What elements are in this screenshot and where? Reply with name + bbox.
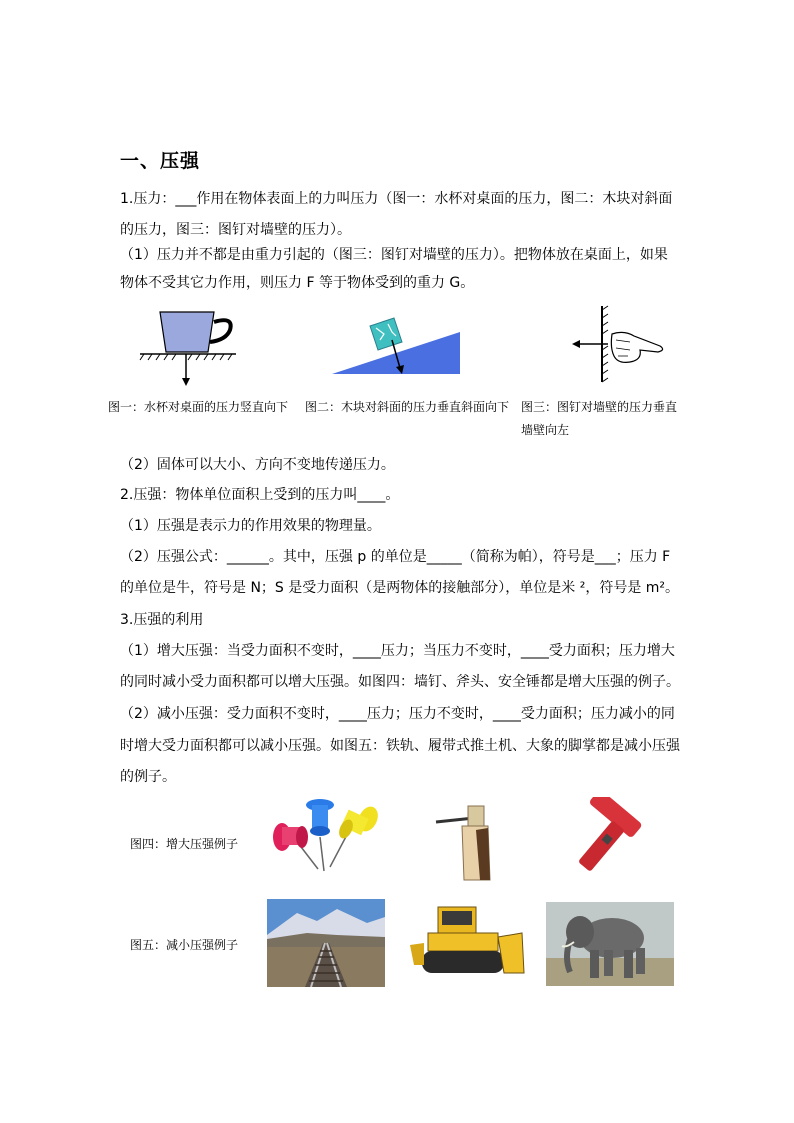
- paragraph-increase-line2: 的同时减小受力面积都可以增大压强。如图四：墙钉、斧头、安全锤都是增大压强的例子。: [120, 674, 680, 690]
- thumbtacks-image: [268, 797, 380, 883]
- blue-thumbtack: [306, 799, 334, 836]
- paragraph-transmit-pressure: （2）固体可以大小、方向不变地传递压力。: [120, 457, 395, 473]
- caption-figure-3-line1: 图三：图钉对墙壁的压力垂直: [521, 400, 678, 414]
- railway-track-image: [267, 899, 385, 987]
- paragraph-pressure-definition-line2: 的压力，图三：图钉对墙壁的压力）。: [120, 222, 351, 238]
- section-title: 一、压强: [120, 150, 201, 172]
- axe-in-wood-image: [434, 800, 498, 882]
- paragraph-formula-line1: （2）压强公式：______。其中，压强 p 的单位是_____（简称为帕），符号是___；压力 F: [120, 549, 671, 565]
- increase-pressure-label: 图四：增大压强例子: [130, 837, 239, 851]
- caption-figure-1: 图一：水杯对桌面的压力竖直向下: [108, 400, 289, 414]
- paragraph-pressure-intensity-definition: 2.压强：物体单位面积上受到的压力叫____。: [120, 487, 400, 503]
- wooden-block: [370, 318, 402, 350]
- crawler-track: [422, 951, 504, 973]
- elephant-image: [546, 902, 674, 986]
- paragraph-decrease-line1: （2）减小压强：受力面积不变时，____压力；压力不变时，____受力面积；压力减小的同: [120, 706, 675, 722]
- force-arrowhead: [182, 378, 190, 386]
- figure-cup-on-table: [138, 308, 238, 388]
- figure-block-on-incline: [330, 312, 466, 378]
- paragraph-formula-line2: 的单位是牛，符号是 N；S 是受力面积（是两物体的接触部分），单位是米 ²，符号是 m²。: [120, 580, 680, 596]
- paragraph-gravity-line2: 物体不受其它力作用，则压力 F 等于物体受到的重力 G。: [120, 275, 475, 291]
- paragraph-applications-heading: 3.压强的利用: [120, 612, 204, 628]
- yellow-thumbtack: [336, 803, 380, 840]
- red-thumbtack: [273, 823, 308, 851]
- safety-hammer-image: [562, 797, 658, 881]
- paragraph-pressure-definition-line1: 1.压力：___作用在物体表面上的力叫压力（图一：水杯对桌面的压力，图二：木块对斜面: [120, 191, 673, 207]
- hammer-handle: [578, 820, 625, 872]
- cup-body: [160, 312, 214, 352]
- paragraph-increase-line1: （1）增大压强：当受力面积不变时，____压力；当压力不变时，____受力面积；压力增大: [120, 643, 675, 659]
- force-arrowhead: [572, 340, 580, 348]
- bulldozer-image: [408, 903, 526, 981]
- caption-figure-2: 图二：木块对斜面的压力垂直斜面向下: [305, 400, 510, 414]
- paragraph-physical-quantity: （1）压强是表示力的作用效果的物理量。: [120, 518, 381, 534]
- paragraph-decrease-line3: 的例子。: [120, 769, 176, 785]
- hand: [611, 332, 662, 362]
- paragraph-decrease-line2: 时增大受力面积都可以减小压强。如图五：铁轨、履带式推土机、大象的脚掌都是减小压强: [120, 738, 680, 754]
- caption-figure-3-line2: 墙壁向左: [521, 423, 570, 437]
- cup-handle: [210, 320, 231, 342]
- figure-thumbtack-on-wall: [568, 304, 672, 384]
- decrease-pressure-label: 图五：减小压强例子: [130, 938, 239, 952]
- paragraph-gravity-line1: （1）压力并不都是由重力引起的（图三：图钉对墙壁的压力）。把物体放在桌面上，如果: [120, 247, 668, 263]
